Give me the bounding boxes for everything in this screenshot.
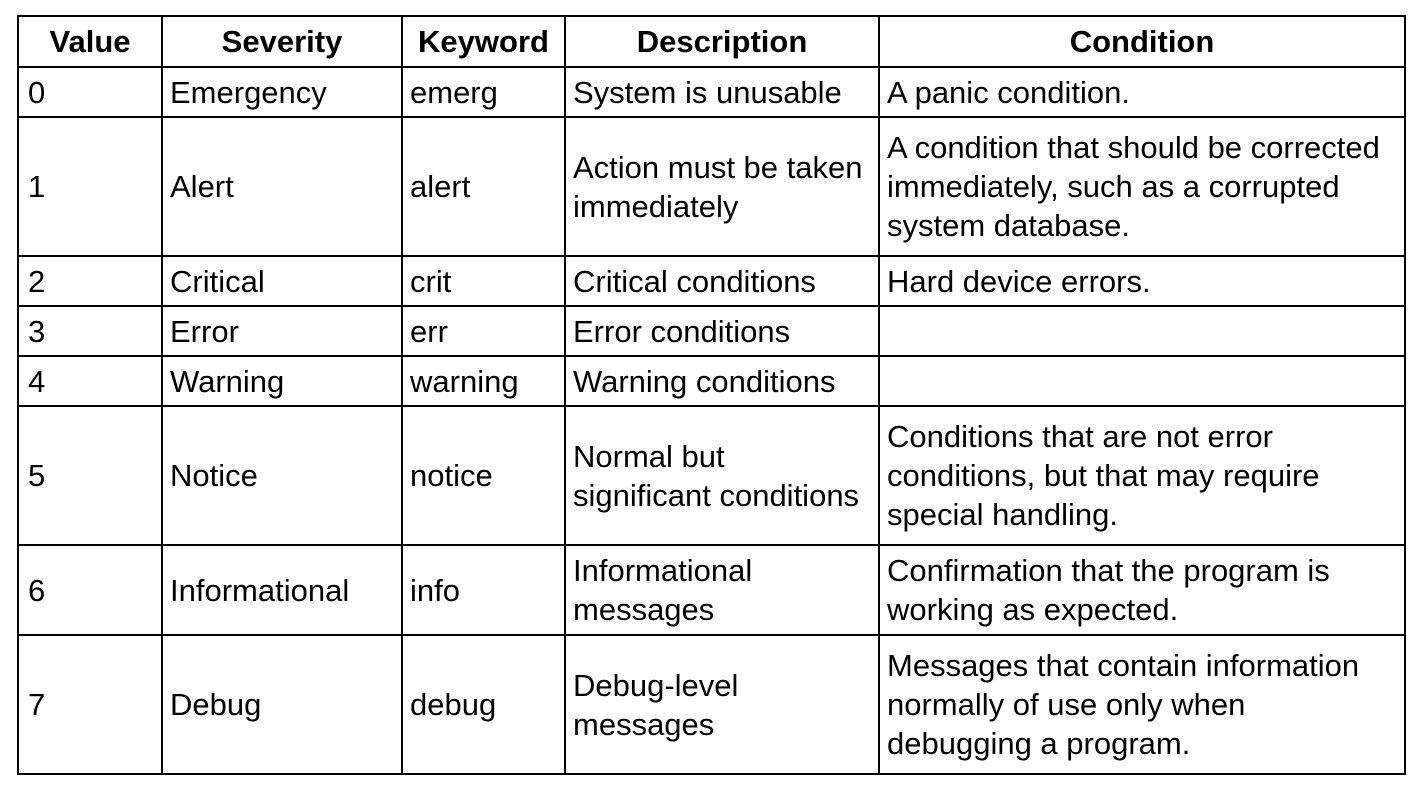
cell-keyword: err [402, 306, 565, 356]
cell-description: Normal but significant conditions [565, 406, 879, 545]
cell-keyword: alert [402, 117, 565, 256]
cell-description: Warning conditions [565, 356, 879, 406]
cell-description: Informational messages [565, 545, 879, 635]
table-row [18, 545, 1405, 635]
column-header-keyword: Keyword [402, 16, 565, 67]
cell-description: Critical conditions [565, 256, 879, 306]
cell-keyword: notice [402, 406, 565, 545]
cell-keyword: info [402, 545, 565, 635]
cell-description: Debug-level messages [565, 635, 879, 774]
column-header-value: Value [18, 16, 162, 67]
cell-description: Error conditions [565, 306, 879, 356]
cell-keyword: crit [402, 256, 565, 306]
cell-condition [879, 356, 1405, 406]
table-row [18, 117, 1405, 256]
cell-value: 1 [18, 117, 162, 256]
severity-levels-table [17, 15, 1406, 775]
cell-description: Action must be taken immediately [565, 117, 879, 256]
table-row [18, 406, 1405, 545]
cell-severity: Error [162, 306, 402, 356]
column-header-severity: Severity [162, 16, 402, 67]
table-row [18, 356, 1405, 406]
cell-severity: Notice [162, 406, 402, 545]
cell-condition: Hard device errors. [879, 256, 1405, 306]
cell-condition [879, 306, 1405, 356]
cell-keyword: warning [402, 356, 565, 406]
cell-severity: Alert [162, 117, 402, 256]
cell-value: 4 [18, 356, 162, 406]
column-header-description: Description [565, 16, 879, 67]
table-row [18, 256, 1405, 306]
cell-condition: Conditions that are not error conditions, but that may require special handling. [879, 406, 1405, 545]
cell-keyword: debug [402, 635, 565, 774]
cell-keyword: emerg [402, 67, 565, 117]
cell-value: 2 [18, 256, 162, 306]
cell-value: 3 [18, 306, 162, 356]
table-row [18, 67, 1405, 117]
cell-description: System is unusable [565, 67, 879, 117]
cell-severity: Debug [162, 635, 402, 774]
cell-severity: Critical [162, 256, 402, 306]
cell-value: 6 [18, 545, 162, 635]
table-header-row [18, 16, 1405, 67]
cell-value: 5 [18, 406, 162, 545]
cell-severity: Warning [162, 356, 402, 406]
cell-value: 7 [18, 635, 162, 774]
cell-severity: Emergency [162, 67, 402, 117]
cell-severity: Informational [162, 545, 402, 635]
table-row [18, 306, 1405, 356]
cell-condition: A panic condition. [879, 67, 1405, 117]
column-header-condition: Condition [879, 16, 1405, 67]
cell-condition: Confirmation that the program is working as expected. [879, 545, 1405, 635]
cell-condition: Messages that contain information normally of use only when debugging a program. [879, 635, 1405, 774]
table-row [18, 635, 1405, 774]
cell-condition: A condition that should be corrected immediately, such as a corrupted system database. [879, 117, 1405, 256]
cell-value: 0 [18, 67, 162, 117]
